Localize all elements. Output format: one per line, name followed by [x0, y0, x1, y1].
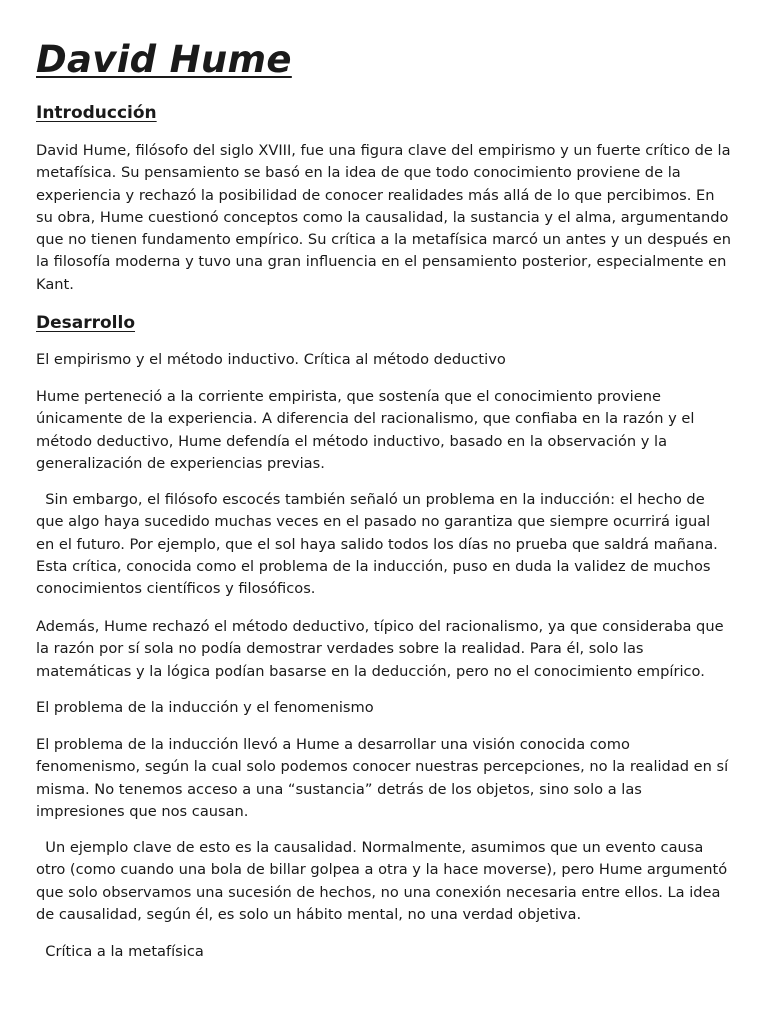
introduction-heading: Introducción — [36, 103, 157, 123]
subtitle-phenomenism: El problema de la inducción y el fenomenismo — [36, 699, 374, 716]
paragraph-deductive-method: Además, Hume rechazó el método deductivo, típico del racionalismo, ya que consideraba que la razón por sí sola no podía demostrar verdades sobre la realidad. Para él, solo las matemáticas y la lógica podían basarse en la deducción, pero no el conocimiento empírico. — [36, 618, 724, 680]
subtitle-empiricism: El empirismo y el método inductivo. Crítica al método deductivo — [36, 351, 506, 368]
paragraph-empiricism: Hume perteneció a la corriente empirista, que sostenía que el conocimiento proviene únicamente de la experiencia. A diferencia del racionalismo, que confiaba en la razón y el método deductivo, Hume defendía el método inductivo, basado en la observación y la generalización de experiencias previas. — [36, 388, 695, 472]
paragraph-causality: Un ejemplo clave de esto es la causalidad. Normalmente, asumimos que un evento causa otro (como cuando una bola de billar golpea a otra y la hace moverse), pero Hume argumentó que solo observamos una sucesión de hechos, no una conexión necesaria entre ellos. La idea de causalidad, según él, es solo un hábito mental, no una verdad objetiva. — [36, 839, 732, 923]
development-heading: Desarrollo — [36, 313, 136, 333]
subtitle-metaphysics-critique: Crítica a la metafísica — [36, 943, 204, 960]
document-title: David Hume — [36, 38, 292, 81]
paragraph-induction-problem: Sin embargo, el filósofo escocés también señaló un problema en la inducción: el hecho de que algo haya sucedido muchas veces en el pasado no garantiza que siempre ocurrirá igual en el futuro. Por ejemplo, que el sol haya salido todos los días no prueba que saldrá mañana. Esta crítica, conocida como el problema de la inducción, puso en duda la validez de muchos conocimientos científicos y filosóficos. — [36, 491, 723, 598]
paragraph-phenomenism: El problema de la inducción llevó a Hume a desarrollar una visión conocida como fenomenismo, según la cual solo podemos conocer nuestras percepciones, no la realidad en sí misma. No tenemos acceso a una “sustancia” detrás de los objetos, sino solo a las impresiones que nos causan. — [36, 736, 729, 820]
introduction-paragraph: David Hume, filósofo del siglo XVIII, fue una figura clave del empirismo y un fuerte crítico de la metafísica. Su pensamiento se basó en la idea de que todo conocimiento proviene de la experiencia y rechazó la posibilidad de conocer realidades más allá de lo que percibimos. En su obra, Hume cuestionó conceptos como la causalidad, la sustancia y el alma, argumentando que no tienen fundamento empírico. Su crítica a la metafísica marcó un antes y un después en la filosofía moderna y tuvo una gran influencia en el pensamiento posterior, especialmente en Kant. — [36, 142, 732, 293]
